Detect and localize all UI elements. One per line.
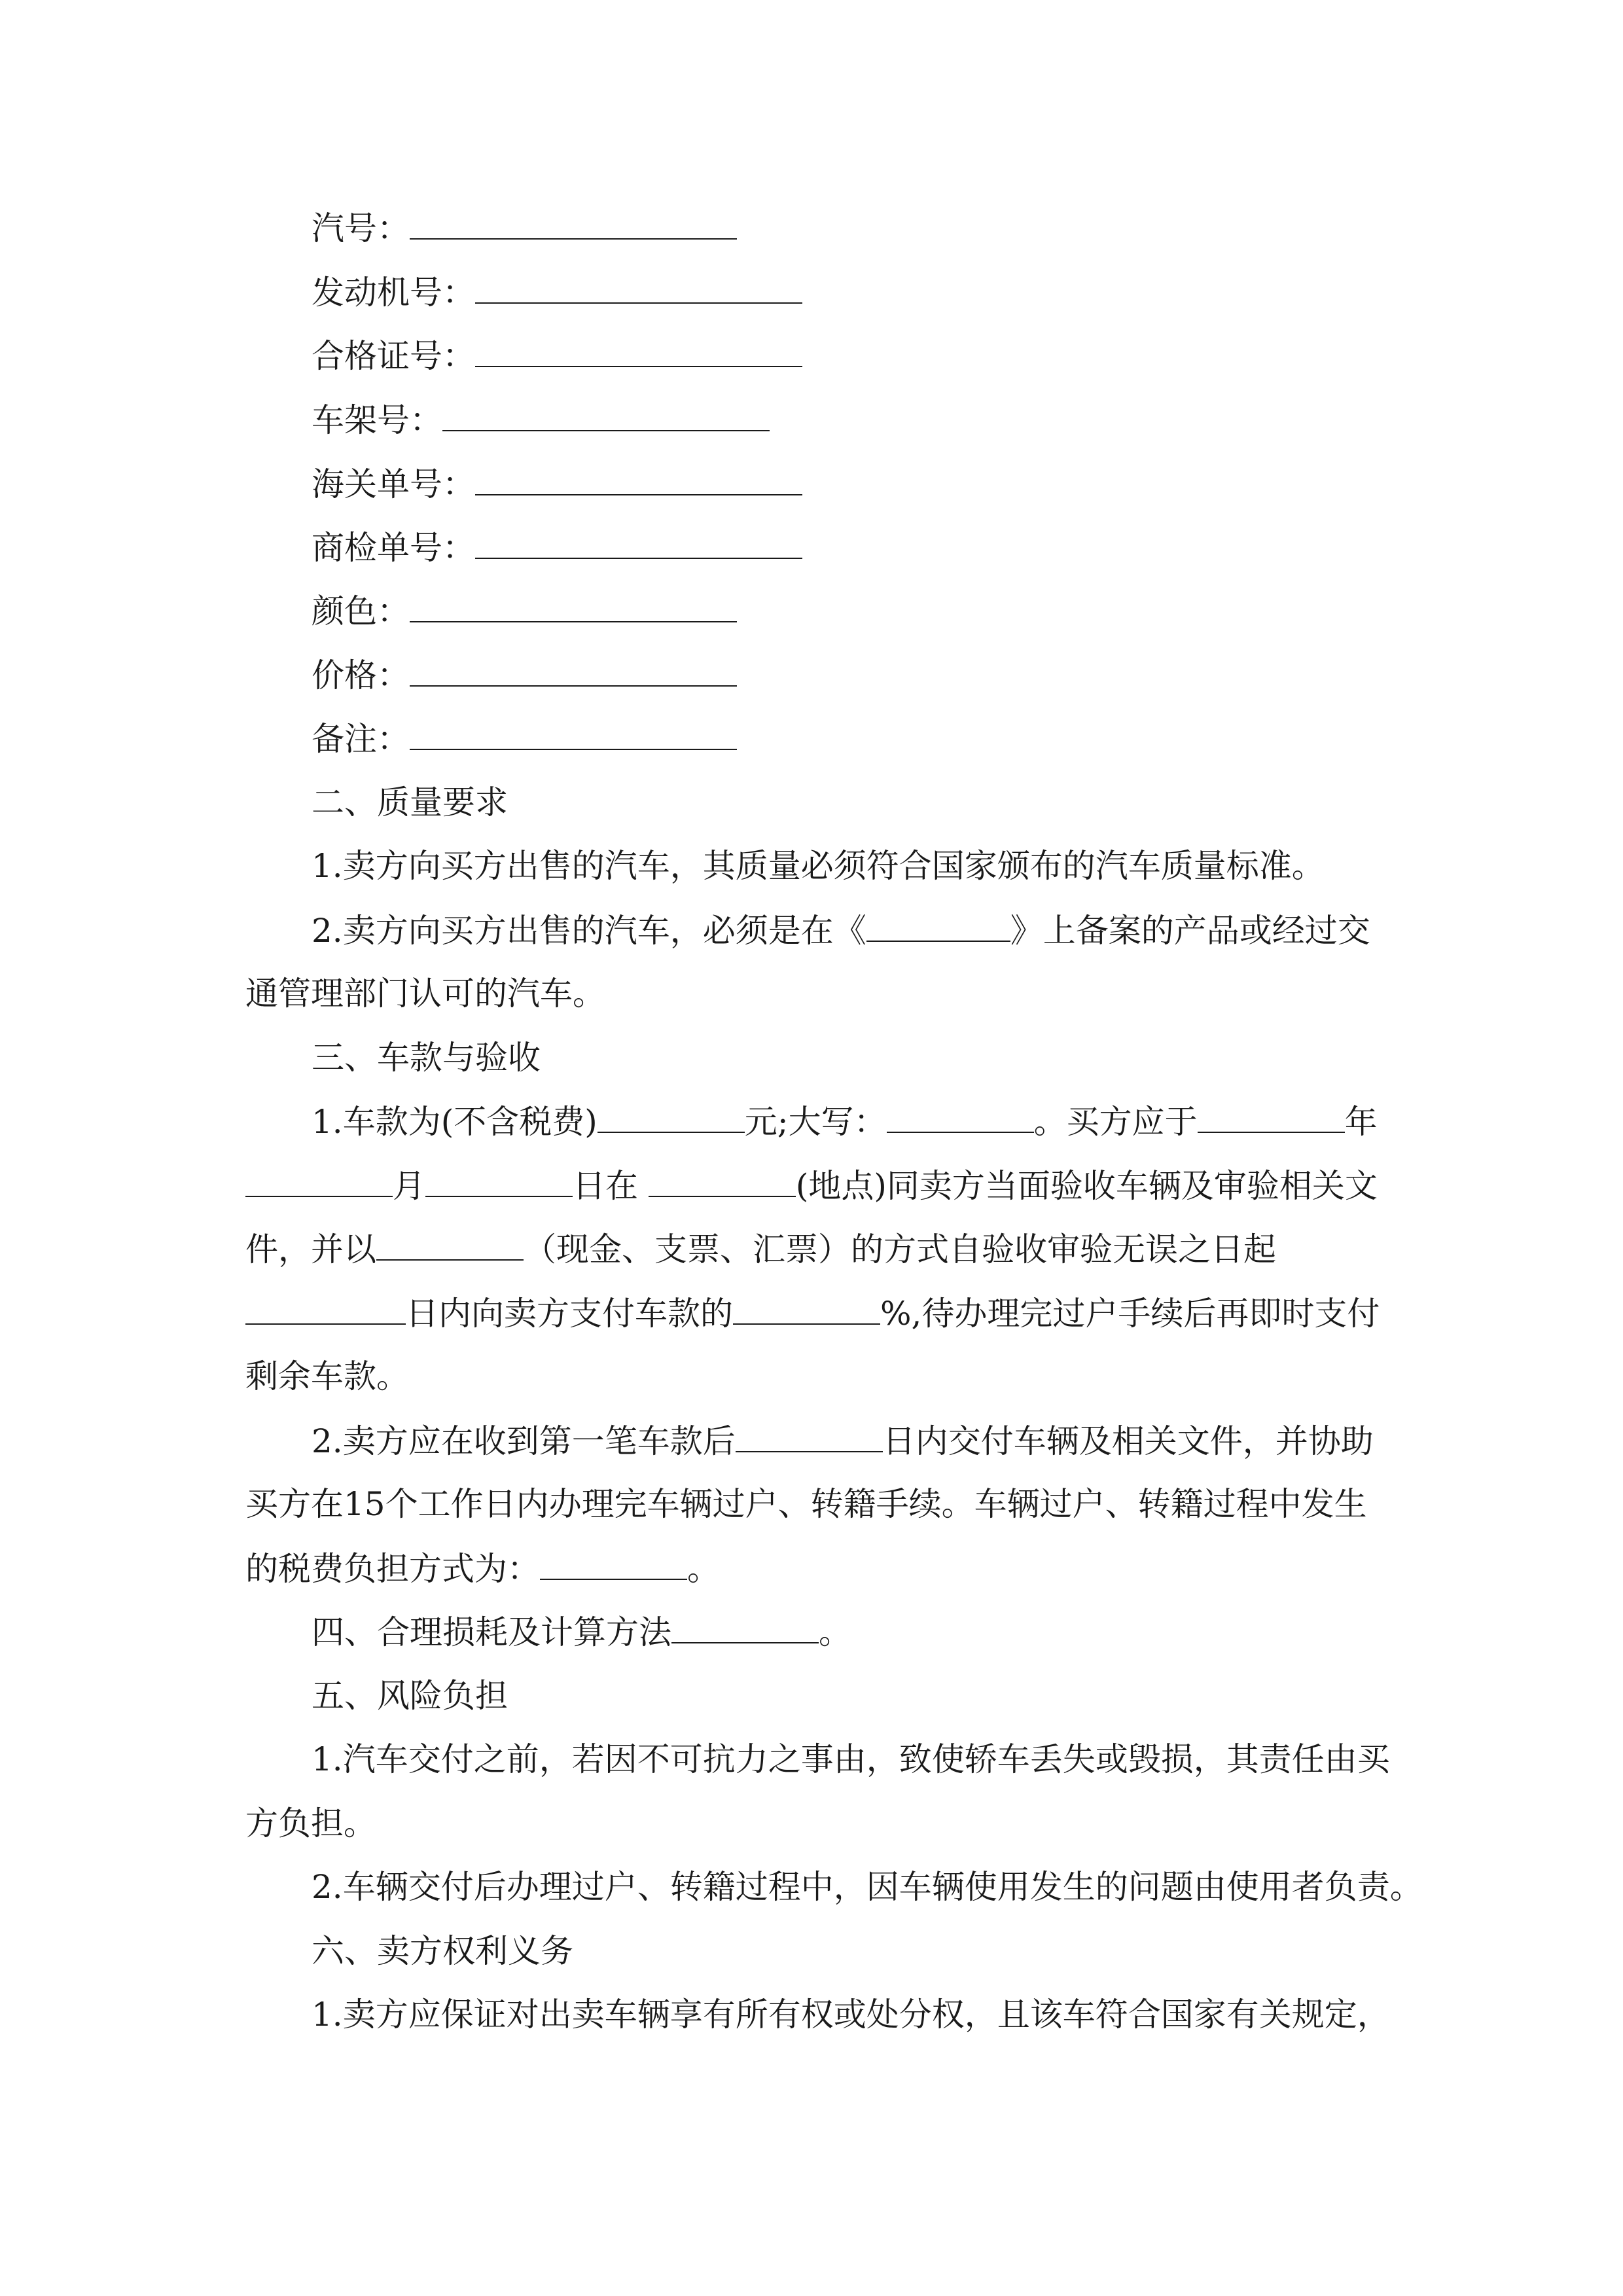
- paragraph: 买方在15个工作日内办理完车辆过户、转籍手续。车辆过户、转籍过程中发生: [245, 1485, 1367, 1523]
- blank-line[interactable]: [442, 400, 770, 431]
- field-row-price: [312, 655, 737, 694]
- field-row-remarks: [312, 719, 737, 758]
- paragraph: 1.卖方应保证对出卖车辆享有所有权或处分权，且该车符合国家有关规定，: [312, 1996, 1390, 2034]
- field-label: 汽号：: [312, 209, 410, 247]
- field-row-certificate-number: [312, 336, 802, 375]
- section-heading: 二、质量要求: [312, 783, 508, 821]
- paragraph: 1.卖方向买方出售的汽车，其质量必须符合国家颁布的汽车质量标准。: [312, 847, 1325, 885]
- paragraph: 日内向卖方支付车款的 %,待办理完过户手续后再即时支付: [245, 1293, 1380, 1333]
- blank-line[interactable]: [866, 910, 1010, 942]
- paragraph: 1.车款为(不含税费) 元;大写： 。买方应于 年: [312, 1103, 1378, 1141]
- blank-line[interactable]: [475, 528, 802, 559]
- field-label: 发动机号：: [312, 274, 475, 312]
- field-row-customs-number: [312, 464, 802, 503]
- blank-line[interactable]: [887, 1102, 1034, 1133]
- blank-line[interactable]: [733, 1293, 880, 1325]
- blank-line[interactable]: [540, 1549, 687, 1580]
- field-row-color: [312, 591, 737, 630]
- blank-line[interactable]: [410, 208, 737, 240]
- field-label: 价格：: [312, 656, 410, 694]
- paragraph: 方负担。: [245, 1804, 376, 1842]
- blank-line[interactable]: [376, 1229, 524, 1261]
- section-heading: 六、卖方权利义务: [312, 1932, 573, 1970]
- section-heading: 四、合理损耗及计算方法 。: [312, 1613, 851, 1651]
- paragraph: 2.车辆交付后办理过户、转籍过程中，因车辆使用发生的问题由使用者负责。: [312, 1868, 1423, 1906]
- blank-line[interactable]: [475, 336, 802, 367]
- blank-line[interactable]: [475, 272, 802, 304]
- paragraph: 通管理部门认可的汽车。: [245, 975, 605, 1013]
- field-label: 备注：: [312, 720, 410, 758]
- paragraph: 2.卖方向买方出售的汽车，必须是在《 》上备案的产品或经过交: [312, 912, 1370, 950]
- section-heading: 三、车款与验收: [312, 1039, 541, 1077]
- blank-line[interactable]: [425, 1166, 573, 1197]
- paragraph: 2.卖方应在收到第一笔车款后 日内交付车辆及相关文件，并协助: [312, 1422, 1374, 1460]
- blank-line[interactable]: [475, 464, 802, 495]
- field-label: 车架号：: [312, 401, 442, 439]
- blank-line[interactable]: [410, 655, 737, 687]
- field-label: 海关单号：: [312, 465, 475, 503]
- paragraph: 的税费负担方式为： 。: [245, 1550, 720, 1588]
- blank-line[interactable]: [649, 1166, 796, 1197]
- blank-line[interactable]: [245, 1293, 406, 1325]
- paragraph: 件，并以 （现金、支票、汇票）的方式自验收审验无误之日起: [245, 1230, 1276, 1268]
- blank-line[interactable]: [245, 1166, 393, 1197]
- field-label: 商检单号：: [312, 529, 475, 567]
- blank-line[interactable]: [736, 1421, 883, 1452]
- blank-line[interactable]: [1198, 1102, 1345, 1133]
- field-label: 颜色：: [312, 592, 410, 630]
- blank-line[interactable]: [597, 1102, 745, 1133]
- paragraph: 月 日在 (地点)同卖方当面验收车辆及审验相关文: [245, 1166, 1378, 1205]
- field-row-model: [312, 208, 737, 247]
- field-row-frame-number: [312, 400, 770, 439]
- field-row-inspection-number: [312, 528, 802, 567]
- field-label: 合格证号：: [312, 337, 475, 375]
- blank-line[interactable]: [410, 719, 737, 750]
- paragraph: 1.汽车交付之前，若因不可抗力之事由，致使轿车丢失或毁损，其责任由买: [312, 1740, 1390, 1778]
- paragraph: 剩余车款。: [245, 1357, 409, 1395]
- section-heading: 五、风险负担: [312, 1677, 508, 1715]
- blank-line[interactable]: [410, 591, 737, 622]
- field-row-engine-number: [312, 272, 802, 312]
- blank-line[interactable]: [671, 1612, 819, 1643]
